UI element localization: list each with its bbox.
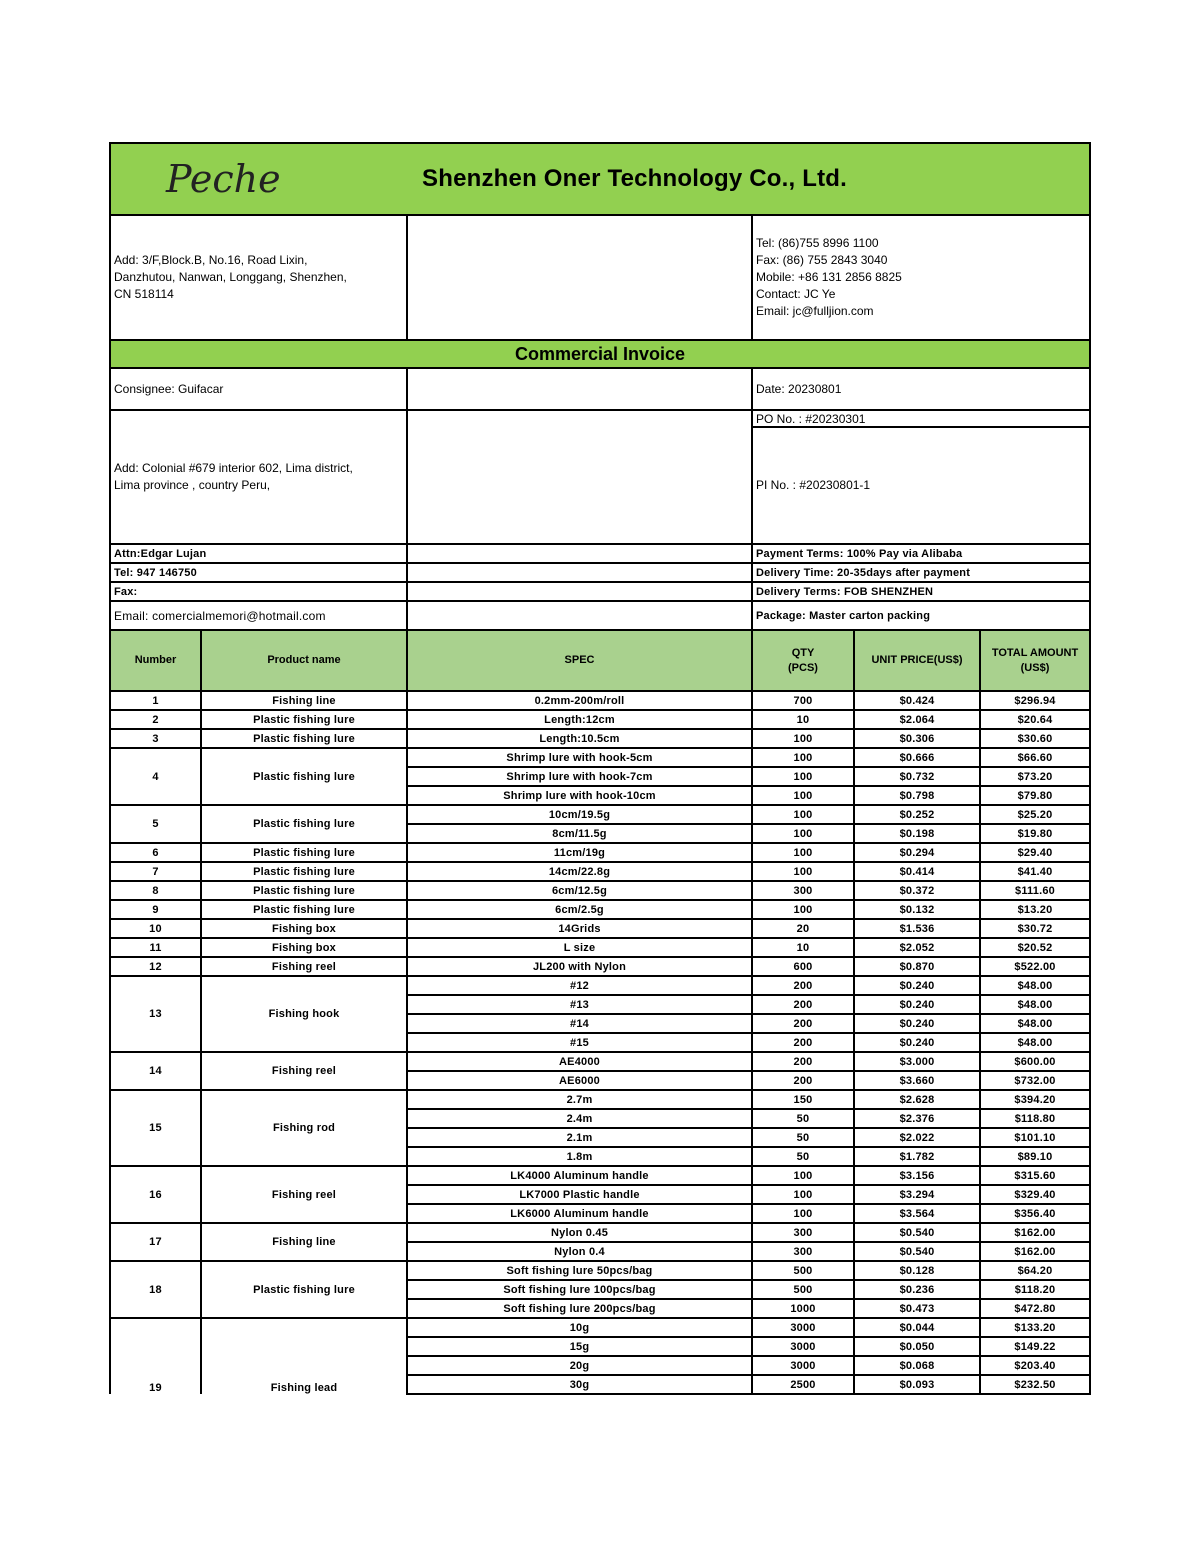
item-spec: LK4000 Aluminum handle [407, 1166, 752, 1185]
tel-row [110, 563, 1090, 582]
invoice-title: Commercial Invoice [110, 340, 1090, 368]
table-row [110, 900, 1090, 919]
col-unit-price: UNIT PRICE(US$) [854, 630, 980, 691]
item-total: $13.20 [980, 900, 1090, 919]
item-unit-price: $0.424 [854, 691, 980, 710]
item-unit-price: $3.660 [854, 1071, 980, 1090]
item-number: 13 [110, 976, 201, 1052]
item-total: $29.40 [980, 843, 1090, 862]
item-product: Fishing box [201, 919, 407, 938]
item-product: Plastic fishing lure [201, 843, 407, 862]
item-qty: 100 [752, 862, 854, 881]
item-qty: 100 [752, 729, 854, 748]
item-qty: 150 [752, 1090, 854, 1109]
fax-row [110, 582, 1090, 601]
item-spec: #15 [407, 1033, 752, 1052]
item-total: $73.20 [980, 767, 1090, 786]
item-qty: 3000 [752, 1318, 854, 1337]
item-total: $48.00 [980, 976, 1090, 995]
item-qty: 100 [752, 748, 854, 767]
item-total: $149.22 [980, 1337, 1090, 1356]
item-spec: Soft fishing lure 100pcs/bag [407, 1280, 752, 1299]
item-total: $600.00 [980, 1052, 1090, 1071]
item-unit-price: $2.052 [854, 938, 980, 957]
item-unit-price: $0.128 [854, 1261, 980, 1280]
table-row [110, 1090, 1090, 1109]
contact-line: Fax: (86) 755 2843 3040 [756, 253, 888, 267]
item-qty: 100 [752, 843, 854, 862]
item-spec: 14cm/22.8g [407, 862, 752, 881]
item-qty: 100 [752, 805, 854, 824]
item-qty: 50 [752, 1109, 854, 1128]
item-qty: 10 [752, 938, 854, 957]
item-qty: 20 [752, 919, 854, 938]
item-unit-price: $2.376 [854, 1109, 980, 1128]
item-number: 2 [110, 710, 201, 729]
item-unit-price: $0.093 [854, 1375, 980, 1394]
consignee-address [110, 410, 407, 544]
attn-row [110, 544, 1090, 563]
item-product: Fishing line [201, 691, 407, 710]
item-number: 4 [110, 748, 201, 805]
item-total: $232.50 [980, 1375, 1090, 1394]
item-total: $25.20 [980, 805, 1090, 824]
po-number: PO No. : #20230301 [752, 410, 1090, 427]
address-line: Danzhutou, Nanwan, Longgang, Shenzhen, [114, 270, 347, 284]
item-unit-price: $0.240 [854, 976, 980, 995]
item-product: Fishing rod [201, 1090, 407, 1166]
item-spec: Soft fishing lure 50pcs/bag [407, 1261, 752, 1280]
col-total-line: TOTAL AMOUNT [991, 646, 1079, 659]
item-number: 12 [110, 957, 201, 976]
item-spec: 30g [407, 1375, 752, 1394]
address-line: CN 518114 [114, 287, 174, 301]
item-total: $329.40 [980, 1185, 1090, 1204]
item-spec: Shrimp lure with hook-7cm [407, 767, 752, 786]
item-number: 15 [110, 1090, 201, 1166]
item-qty: 100 [752, 900, 854, 919]
item-spec: Shrimp lure with hook-5cm [407, 748, 752, 767]
item-unit-price: $3.294 [854, 1185, 980, 1204]
item-product: Fishing box [201, 938, 407, 957]
peche-logo: Peche [166, 157, 281, 201]
item-total: $48.00 [980, 995, 1090, 1014]
item-unit-price: $0.068 [854, 1356, 980, 1375]
item-qty: 200 [752, 1071, 854, 1090]
item-unit-price: $0.414 [854, 862, 980, 881]
item-qty: 100 [752, 1166, 854, 1185]
item-number: 5 [110, 805, 201, 843]
item-spec: Length:12cm [407, 710, 752, 729]
item-qty: 2500 [752, 1375, 854, 1394]
item-number: 3 [110, 729, 201, 748]
item-total: $19.80 [980, 824, 1090, 843]
invoice-date: Date: 20230801 [752, 368, 1090, 410]
item-unit-price: $0.372 [854, 881, 980, 900]
consignee-address-line: Add: Colonial #679 interior 602, Lima district, [114, 461, 353, 475]
item-total: $472.80 [980, 1299, 1090, 1318]
table-row [110, 805, 1090, 824]
item-unit-price: $0.240 [854, 995, 980, 1014]
item-number: 16 [110, 1166, 201, 1223]
contact-line: Tel: (86)755 8996 1100 [756, 236, 879, 250]
item-unit-price: $0.540 [854, 1223, 980, 1242]
item-spec: 2.4m [407, 1109, 752, 1128]
item-unit-price: $3.156 [854, 1166, 980, 1185]
col-total-line: (US$) [1020, 661, 1050, 674]
item-total: $66.60 [980, 748, 1090, 767]
seller-address [110, 215, 407, 340]
item-total: $30.60 [980, 729, 1090, 748]
address-line: Add: 3/F,Block.B, No.16, Road Lixin, [114, 253, 308, 267]
item-product: Plastic fishing lure [201, 710, 407, 729]
item-spec: AE6000 [407, 1071, 752, 1090]
item-spec: 15g [407, 1337, 752, 1356]
item-unit-price: $1.782 [854, 1147, 980, 1166]
item-total: $522.00 [980, 957, 1090, 976]
table-row [110, 1166, 1090, 1185]
item-unit-price: $0.240 [854, 1033, 980, 1052]
item-spec: 20g [407, 1356, 752, 1375]
table-row [110, 691, 1090, 710]
blank-cell [407, 601, 752, 630]
item-total: $48.00 [980, 1014, 1090, 1033]
delivery-time: Delivery Time: 20-35days after payment [752, 563, 1090, 582]
attn: Attn:Edgar Lujan [110, 544, 407, 563]
item-qty: 100 [752, 786, 854, 805]
item-number: 6 [110, 843, 201, 862]
col-spec: SPEC [407, 630, 752, 691]
blank-cell [407, 410, 752, 544]
item-unit-price: $0.240 [854, 1014, 980, 1033]
item-total: $394.20 [980, 1090, 1090, 1109]
item-unit-price: $1.536 [854, 919, 980, 938]
item-total: $41.40 [980, 862, 1090, 881]
item-product: Fishing reel [201, 1166, 407, 1223]
item-spec: #12 [407, 976, 752, 995]
item-product: Plastic fishing lure [201, 900, 407, 919]
item-qty: 50 [752, 1147, 854, 1166]
item-total: $118.20 [980, 1280, 1090, 1299]
item-qty: 200 [752, 1033, 854, 1052]
table-row [110, 957, 1090, 976]
item-total: $162.00 [980, 1242, 1090, 1261]
blank-cell [407, 582, 752, 601]
col-qty [752, 630, 854, 691]
item-unit-price: $0.798 [854, 786, 980, 805]
consignee-row [110, 368, 1090, 410]
item-total: $20.52 [980, 938, 1090, 957]
item-qty: 200 [752, 976, 854, 995]
item-unit-price: $0.294 [854, 843, 980, 862]
item-spec: 2.1m [407, 1128, 752, 1147]
item-total: $162.00 [980, 1223, 1090, 1242]
item-number: 19 [110, 1318, 201, 1394]
item-qty: 10 [752, 710, 854, 729]
item-product: Plastic fishing lure [201, 805, 407, 843]
item-product: Fishing reel [201, 957, 407, 976]
item-spec: LK6000 Aluminum handle [407, 1204, 752, 1223]
col-product: Product name [201, 630, 407, 691]
item-total: $118.80 [980, 1109, 1090, 1128]
blank-cell [407, 368, 752, 410]
col-qty-line: QTY [791, 646, 815, 659]
item-product: Plastic fishing lure [201, 1261, 407, 1318]
col-qty-line: (PCS) [788, 661, 818, 674]
item-unit-price: $2.628 [854, 1090, 980, 1109]
item-unit-price: $0.198 [854, 824, 980, 843]
item-product: Plastic fishing lure [201, 729, 407, 748]
item-qty: 3000 [752, 1356, 854, 1375]
table-row [110, 1223, 1090, 1242]
item-number: 10 [110, 919, 201, 938]
item-spec: 10cm/19.5g [407, 805, 752, 824]
po-row [110, 410, 1090, 427]
item-number: 7 [110, 862, 201, 881]
item-unit-price: $0.732 [854, 767, 980, 786]
item-qty: 1000 [752, 1299, 854, 1318]
item-total: $20.64 [980, 710, 1090, 729]
item-unit-price: $2.022 [854, 1128, 980, 1147]
contact-line: Email: jc@fulljion.com [756, 304, 874, 318]
item-spec: 8cm/11.5g [407, 824, 752, 843]
item-total: $30.72 [980, 919, 1090, 938]
item-total: $356.40 [980, 1204, 1090, 1223]
item-qty: 300 [752, 881, 854, 900]
table-row [110, 748, 1090, 767]
item-unit-price: $0.050 [854, 1337, 980, 1356]
item-unit-price: $3.000 [854, 1052, 980, 1071]
item-spec: #13 [407, 995, 752, 1014]
table-row [110, 710, 1090, 729]
item-spec: Soft fishing lure 200pcs/bag [407, 1299, 752, 1318]
company-name-text: Shenzhen Oner Technology Co., Ltd. [422, 165, 848, 192]
column-header-row [110, 630, 1090, 691]
consignee-tel: Tel: 947 146750 [110, 563, 407, 582]
item-number: 9 [110, 900, 201, 919]
table-row [110, 843, 1090, 862]
company-name [407, 143, 1090, 215]
item-product: Fishing hook [201, 976, 407, 1052]
item-total: $315.60 [980, 1166, 1090, 1185]
item-spec: 11cm/19g [407, 843, 752, 862]
company-header-row [110, 143, 1090, 215]
item-spec: Nylon 0.4 [407, 1242, 752, 1261]
item-unit-price: $0.473 [854, 1299, 980, 1318]
address-row [110, 215, 1090, 340]
consignee-address-line: Lima province , country Peru, [114, 478, 271, 492]
invoice-table [109, 142, 1091, 1395]
item-spec: 2.7m [407, 1090, 752, 1109]
pi-number: PI No. : #20230801-1 [752, 427, 1090, 544]
item-qty: 200 [752, 995, 854, 1014]
item-spec: 1.8m [407, 1147, 752, 1166]
consignee-fax: Fax: [110, 582, 407, 601]
title-row [110, 340, 1090, 368]
item-qty: 100 [752, 1185, 854, 1204]
item-qty: 100 [752, 767, 854, 786]
item-spec: 0.2mm-200m/roll [407, 691, 752, 710]
item-number: 8 [110, 881, 201, 900]
item-unit-price: $0.236 [854, 1280, 980, 1299]
contact-line: Contact: JC Ye [756, 287, 836, 301]
item-product: Fishing lead [201, 1318, 407, 1394]
item-spec: 14Grids [407, 919, 752, 938]
item-spec: Shrimp lure with hook-10cm [407, 786, 752, 805]
item-spec: #14 [407, 1014, 752, 1033]
item-spec: 10g [407, 1318, 752, 1337]
item-total: $203.40 [980, 1356, 1090, 1375]
item-unit-price: $0.870 [854, 957, 980, 976]
item-total: $111.60 [980, 881, 1090, 900]
item-qty: 300 [752, 1223, 854, 1242]
item-number: 18 [110, 1261, 201, 1318]
item-total: $89.10 [980, 1147, 1090, 1166]
item-unit-price: $0.044 [854, 1318, 980, 1337]
item-product: Fishing line [201, 1223, 407, 1261]
table-row [110, 1052, 1090, 1071]
item-qty: 200 [752, 1052, 854, 1071]
item-qty: 50 [752, 1128, 854, 1147]
item-number: 14 [110, 1052, 201, 1090]
contact-line: Mobile: +86 131 2856 8825 [756, 270, 902, 284]
item-unit-price: $0.540 [854, 1242, 980, 1261]
item-total: $133.20 [980, 1318, 1090, 1337]
item-spec: AE4000 [407, 1052, 752, 1071]
blank-cell [407, 544, 752, 563]
item-product: Fishing reel [201, 1052, 407, 1090]
item-unit-price: $2.064 [854, 710, 980, 729]
item-qty: 700 [752, 691, 854, 710]
item-spec: Nylon 0.45 [407, 1223, 752, 1242]
table-row [110, 1318, 1090, 1337]
seller-contact [752, 215, 1090, 340]
table-row [110, 729, 1090, 748]
item-product: Plastic fishing lure [201, 748, 407, 805]
item-spec: Length:10.5cm [407, 729, 752, 748]
item-total: $101.10 [980, 1128, 1090, 1147]
item-total: $732.00 [980, 1071, 1090, 1090]
item-number: 17 [110, 1223, 201, 1261]
item-product: Plastic fishing lure [201, 862, 407, 881]
blank-cell [407, 215, 752, 340]
item-qty: 100 [752, 824, 854, 843]
payment-terms: Payment Terms: 100% Pay via Alibaba [752, 544, 1090, 563]
table-row [110, 976, 1090, 995]
item-qty: 500 [752, 1261, 854, 1280]
table-row [110, 881, 1090, 900]
item-total: $296.94 [980, 691, 1090, 710]
item-spec: 6cm/2.5g [407, 900, 752, 919]
item-total: $48.00 [980, 1033, 1090, 1052]
item-total: $79.80 [980, 786, 1090, 805]
logo-cell [110, 143, 407, 215]
blank-cell [407, 563, 752, 582]
item-spec: JL200 with Nylon [407, 957, 752, 976]
invoice-sheet [109, 142, 1089, 1395]
item-qty: 500 [752, 1280, 854, 1299]
item-spec: LK7000 Plastic handle [407, 1185, 752, 1204]
table-row [110, 919, 1090, 938]
item-number: 1 [110, 691, 201, 710]
item-product: Plastic fishing lure [201, 881, 407, 900]
item-unit-price: $3.564 [854, 1204, 980, 1223]
item-unit-price: $0.666 [854, 748, 980, 767]
consignee: Consignee: Guifacar [110, 368, 407, 410]
consignee-email: Email: comercialmemori@hotmail.com [110, 601, 407, 630]
item-qty: 100 [752, 1204, 854, 1223]
table-row [110, 938, 1090, 957]
item-number: 11 [110, 938, 201, 957]
item-unit-price: $0.132 [854, 900, 980, 919]
delivery-terms: Delivery Terms: FOB SHENZHEN [752, 582, 1090, 601]
item-unit-price: $0.306 [854, 729, 980, 748]
item-qty: 200 [752, 1014, 854, 1033]
col-total [980, 630, 1090, 691]
item-qty: 3000 [752, 1337, 854, 1356]
item-qty: 600 [752, 957, 854, 976]
item-total: $64.20 [980, 1261, 1090, 1280]
package: Package: Master carton packing [752, 601, 1090, 630]
item-spec: 6cm/12.5g [407, 881, 752, 900]
item-unit-price: $0.252 [854, 805, 980, 824]
email-row [110, 601, 1090, 630]
item-qty: 300 [752, 1242, 854, 1261]
table-row [110, 1261, 1090, 1280]
col-number: Number [110, 630, 201, 691]
item-spec: L size [407, 938, 752, 957]
table-row [110, 862, 1090, 881]
